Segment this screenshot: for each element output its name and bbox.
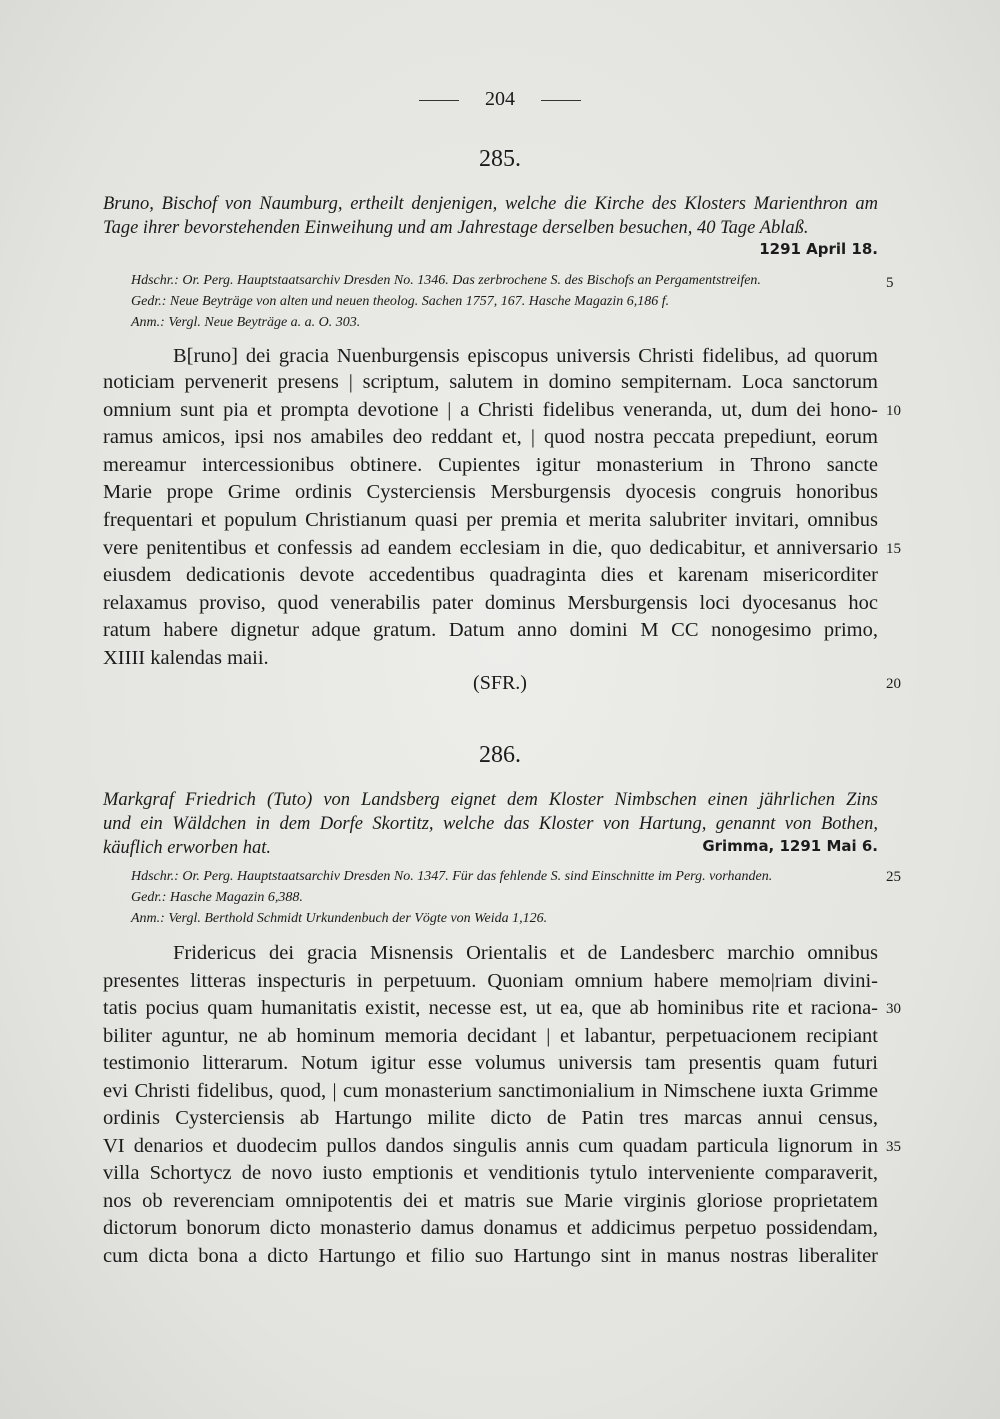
doc-286-text-line: evi Christi fidelibus, quod, | cum monasterium sanctimonialium in Nimschene iuxta Grimme: [103, 1080, 878, 1102]
doc-286-text-line: nos ob reverenciam omnipotentis dei et matris sue Marie virginis gloriose proprietatem: [103, 1190, 878, 1212]
doc-286-text-line: dictorum bonorum dicto monasterio damus donamus et addicimus perpetuo possidendam,: [103, 1217, 878, 1239]
doc-285-meta-anm: Anm.: Vergl. Neue Beyträge a. a. O. 303.: [131, 315, 361, 330]
doc-286-regest-line: Markgraf Friedrich (Tuto) von Landsberg eignet dem Kloster Nimbschen einen jährlichen Zins: [103, 790, 878, 810]
doc-286-text-line: ordinis Cysterciensis ab Hartungo milite dicto de Patin tres marcas annui census,: [103, 1107, 878, 1129]
doc-285-number: 285.: [479, 146, 521, 172]
doc-285-text-line: omnium sunt pia et prompta devotione | a Christi fidelibus veneranda, ut, dum dei hono-: [103, 399, 878, 421]
margin-line-number: 30: [886, 1001, 901, 1017]
doc-285-text-line: ramus amicos, ipsi nos amabiles deo reddant et, | quod nostra peccata prepediunt, eorum: [103, 426, 878, 448]
doc-286-text-line: VI denarios et duodecim pullos dandos singulis annis cum quadam particula lignorum in: [103, 1135, 878, 1157]
margin-line-number: 5: [886, 275, 894, 291]
margin-line-number: 35: [886, 1139, 901, 1155]
doc-286-text-line: tatis pocius quam humanitatis existit, necesse est, ut ea, que ab hominibus rite et raciona-: [103, 997, 878, 1019]
doc-285-text-line: Marie prope Grime ordinis Cysterciensis Mersburgensis dyocesis congruis honoribus: [103, 481, 878, 503]
doc-286-text-line: presentes litteras inspecturis in perpetuum. Quoniam omnium habere memo|riam divini-: [103, 970, 878, 992]
doc-286-text-line: biliter aguntur, ne ab hominum memoria decidant | et labantur, perpetuacionem recipiant: [103, 1025, 878, 1047]
doc-285-text-line: XIIII kalendas maii.: [103, 647, 269, 669]
doc-286-regest-line: käuflich erworben hat.: [103, 838, 272, 858]
doc-285-text-line: ratum habere dignetur adque gratum. Datum anno domini M CC nonogesimo primo,: [103, 619, 878, 641]
doc-285-text-line: B[runo] dei gracia Nuenburgensis episcopus universis Christi fidelibus, ad quorum: [173, 345, 878, 367]
doc-286-number: 286.: [479, 742, 521, 768]
doc-286-meta-anm: Anm.: Vergl. Berthold Schmidt Urkundenbuch der Vögte von Weida 1,126.: [131, 911, 548, 926]
doc-286-text-line: villa Schortycz de novo iusto emptionis et venditionis tytulo interveniente comparaverit,: [103, 1162, 878, 1184]
doc-285-text-line: mereamur intercessionibus obtinere. Cupientes igitur monasterium in Throno sancte: [103, 454, 878, 476]
margin-line-number: 20: [886, 676, 901, 692]
margin-line-number: 10: [886, 403, 901, 419]
doc-285-text-line: frequentari et populum Christianum quasi per premia et merita salubriter invitari, omnibus: [103, 509, 878, 531]
doc-286-text-line: testimonio litterarum. Notum igitur esse volumus universis tam presentis quam futuri: [103, 1052, 878, 1074]
header-rule-left: [419, 100, 459, 101]
doc-285-seal: (SFR.): [473, 672, 527, 694]
doc-285-text-line: eiusdem dedicationis devote accedentibus quadraginta dies et karenam misericorditer: [103, 564, 878, 586]
doc-285-regest-line: Bruno, Bischof von Naumburg, ertheilt denjenigen, welche die Kirche des Klosters Marienthron am: [103, 194, 878, 214]
page-number: 204: [485, 88, 515, 110]
page-header: [0, 88, 1000, 111]
doc-285-regest-line: Tage ihrer bevorstehenden Einweihung und am Jahrestage derselben besuchen, 40 Tage Ablaß.: [103, 218, 809, 238]
header-rule-right: [541, 100, 581, 101]
doc-285-meta-hdschr: Hdschr.: Or. Perg. Hauptstaatsarchiv Dresden No. 1346. Das zerbrochene S. des Bischofs an Pergamentstreifen.: [131, 273, 761, 288]
doc-286-text-line: Fridericus dei gracia Misnensis Orientalis et de Landesberc marchio omnibus: [173, 942, 878, 964]
doc-285-text-line: relaxamus proviso, quod venerabilis pater dominus Mersburgensis loci dyocesanus hoc: [103, 592, 878, 614]
doc-286-meta-gedr: Gedr.: Hasche Magazin 6,388.: [131, 890, 303, 905]
doc-285-meta-gedr: Gedr.: Neue Beyträge von alten und neuen theolog. Sachen 1757, 167. Hasche Magazin 6,186 f.: [131, 294, 670, 309]
margin-line-number: 15: [886, 541, 901, 557]
margin-line-number: 25: [886, 869, 901, 885]
doc-286-text-line: cum dicta bona a dicto Hartungo et filio suo Hartungo sint in manus nostras liberaliter: [103, 1245, 878, 1267]
doc-285-date: 1291 April 18.: [759, 240, 878, 258]
doc-286-regest-line: und ein Wäldchen in dem Dorfe Skortitz, welche das Kloster von Hartung, genannt von Bothen,: [103, 814, 878, 834]
doc-286-meta-hdschr: Hdschr.: Or. Perg. Hauptstaatsarchiv Dresden No. 1347. Für das fehlende S. sind Einschnitte im Perg. vorhanden.: [131, 869, 773, 884]
doc-285-text-line: vere penitentibus et confessis ad eandem ecclesiam in die, quo dedicabitur, et anniversario: [103, 537, 878, 559]
doc-285-text-line: noticiam pervenerit presens | scriptum, salutem in domino sempiternam. Loca sanctorum: [103, 371, 878, 393]
doc-286-date: Grimma, 1291 Mai 6.: [702, 837, 878, 855]
